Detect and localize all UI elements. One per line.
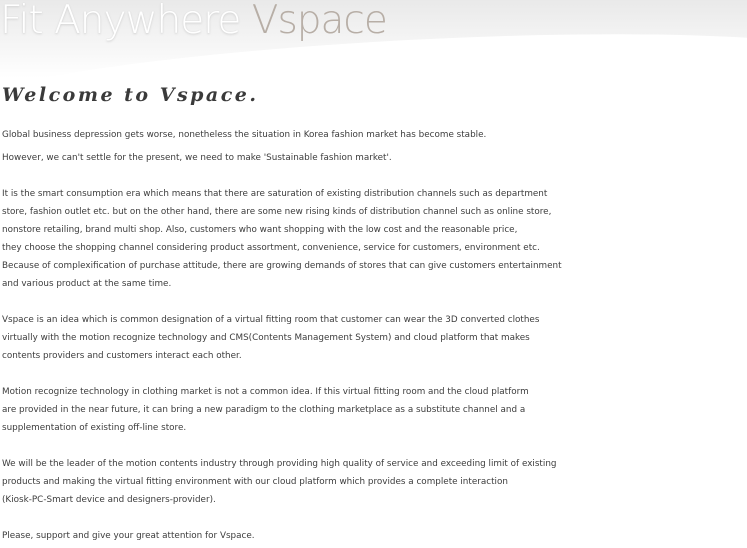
- text-line: virtually with the motion recognize technology and CMS(Contents Management System) and cloud platform that makes: [2, 333, 530, 343]
- paragraph-7: [2, 527, 747, 545]
- text-line: Please, support and give your great attention for Vspace.: [2, 531, 255, 541]
- text-line: Global business depression gets worse, nonetheless the situation in Korea fashion market has become stable.: [2, 130, 487, 140]
- paragraph-5: [2, 383, 747, 437]
- text-line: they choose the shopping channel considering product assortment, convenience, service for customers, environment etc.: [2, 243, 540, 253]
- text-line: are provided in the near future, it can bring a new paradigm to the clothing marketplace as a substitute channel and a: [2, 405, 526, 415]
- text-line: We will be the leader of the motion contents industry through providing high quality of service and exceeding limit of existing: [2, 459, 557, 469]
- paragraph-4: [2, 311, 747, 365]
- text-line: products and making the virtual fitting environment with our cloud platform which provides a complete interaction: [2, 477, 508, 487]
- text-line: supplementation of existing off-line store.: [2, 423, 187, 433]
- paragraph-3: [2, 185, 747, 293]
- text-line: and various product at the same time.: [2, 279, 172, 289]
- paragraph-2: [2, 149, 747, 167]
- text-line: store, fashion outlet etc. but on the other hand, there are some new rising kinds of distribution channel such as online store,: [2, 207, 552, 217]
- banner-title-text: Fit Anywhere: [0, 0, 252, 43]
- text-line: nonstore retailing, brand multi shop. Also, customers who want shopping with the low cost and the reasonable price,: [2, 225, 518, 235]
- welcome-heading: Welcome to Vspace.: [2, 84, 259, 106]
- text-line: Because of complexification of purchase attitude, there are growing demands of stores that can give customers entertainment: [2, 261, 562, 271]
- text-line: Vspace is an idea which is common designation of a virtual fitting room that customer can wear the 3D converted clothes: [2, 315, 540, 325]
- text-line: (Kiosk-PC-Smart device and designers-provider).: [2, 495, 216, 505]
- intro-body: [2, 126, 747, 545]
- text-line: It is the smart consumption era which means that there are saturation of existing distribution channels such as department: [2, 189, 548, 199]
- banner-title: [0, 0, 387, 43]
- text-line: Motion recognize technology in clothing market is not a common idea. If this virtual fitting room and the cloud platform: [2, 387, 529, 397]
- banner-title-accent: Vspace: [251, 0, 387, 43]
- paragraph-6: [2, 455, 747, 509]
- text-line: contents providers and customers interact each other.: [2, 351, 242, 361]
- header-banner: [0, 0, 747, 78]
- paragraph-1: [2, 126, 747, 144]
- text-line: However, we can't settle for the present, we need to make 'Sustainable fashion market'.: [2, 153, 392, 163]
